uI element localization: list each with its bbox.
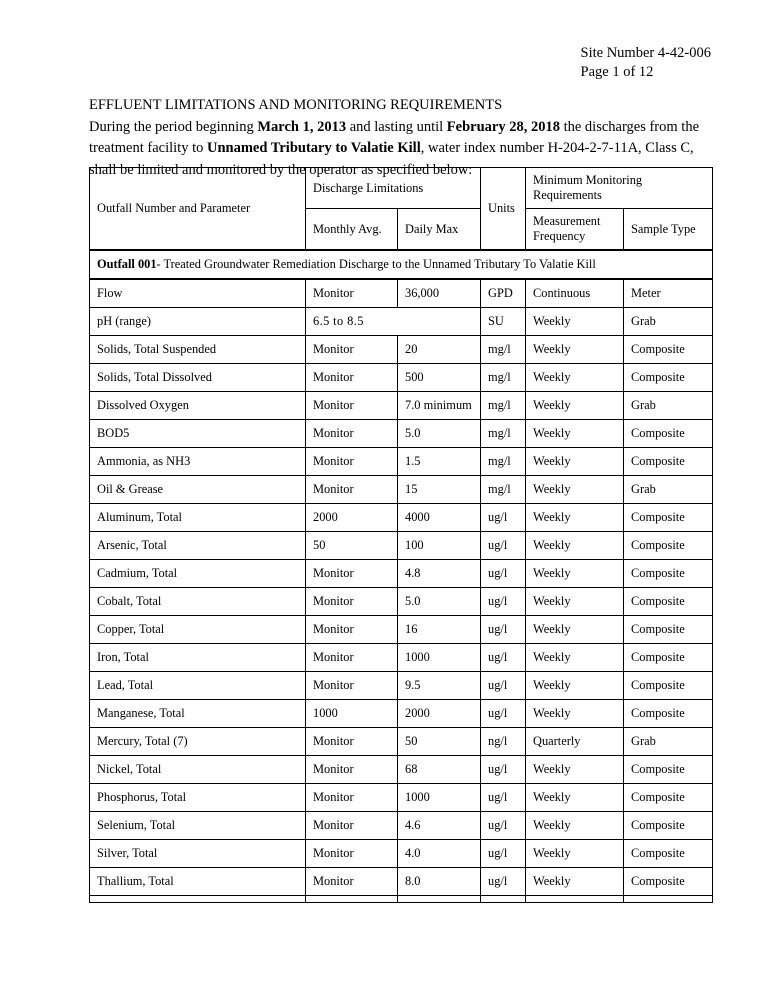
header-minimum-monitoring: Minimum Monitoring Requirements [526, 168, 713, 209]
cell-sample-type: Composite [624, 672, 713, 700]
cell-units: mg/l [481, 336, 526, 364]
cell-units: ng/l [481, 728, 526, 756]
cell-monthly-avg: Monitor [306, 672, 398, 700]
cell-sample-type: Composite [624, 336, 713, 364]
cell-monthly-avg: Monitor [306, 560, 398, 588]
intro-text-part2: and lasting until [346, 118, 447, 135]
cell-parameter: Oil & Grease [90, 476, 306, 504]
cell-units: ug/l [481, 560, 526, 588]
cell-measurement-frequency: Weekly [526, 756, 624, 784]
table-row [90, 420, 713, 448]
cell-units: mg/l [481, 364, 526, 392]
cell-daily-max: 7.0 minimum [398, 392, 481, 420]
cell-empty [526, 896, 624, 903]
cell-daily-max: 5.0 [398, 588, 481, 616]
cell-measurement-frequency: Weekly [526, 504, 624, 532]
cell-sample-type: Grab [624, 392, 713, 420]
table-row [90, 616, 713, 644]
cell-daily-max: 1.5 [398, 448, 481, 476]
cell-daily-max: 16 [398, 616, 481, 644]
outfall-label: Outfall 001 [97, 257, 157, 271]
table-row [90, 364, 713, 392]
cell-sample-type: Composite [624, 840, 713, 868]
cell-measurement-frequency: Weekly [526, 784, 624, 812]
cell-parameter: Mercury, Total (7) [90, 728, 306, 756]
cell-sample-type: Composite [624, 756, 713, 784]
cell-sample-type: Composite [624, 504, 713, 532]
cell-monthly-avg: Monitor [306, 868, 398, 896]
cell-sample-type: Composite [624, 364, 713, 392]
table-row-truncated [90, 896, 713, 903]
intro-text-part3: the discharges from the treatment facility to [89, 118, 700, 156]
table-row [90, 672, 713, 700]
cell-daily-max: 1000 [398, 644, 481, 672]
cell-monthly-avg: Monitor [306, 420, 398, 448]
table-row [90, 756, 713, 784]
cell-daily-max: 68 [398, 756, 481, 784]
receiving-water: Unnamed Tributary to Valatie Kill [206, 140, 421, 156]
header-sample-type: Sample Type [624, 209, 713, 251]
cell-parameter: Dissolved Oxygen [90, 392, 306, 420]
cell-monthly-avg: 50 [306, 532, 398, 560]
cell-units: SU [481, 308, 526, 336]
table-row [90, 448, 713, 476]
cell-units: ug/l [481, 868, 526, 896]
table-row [90, 279, 713, 308]
cell-units: ug/l [481, 644, 526, 672]
cell-daily-max: 20 [398, 336, 481, 364]
header-discharge-limitations: Discharge Limitations [306, 168, 481, 209]
page-number: Page 1 of 12 [580, 64, 654, 80]
cell-empty [624, 896, 713, 903]
intro-text-part1: During the period beginning [89, 118, 258, 135]
table-row [90, 532, 713, 560]
table-row [90, 476, 713, 504]
cell-daily-max: 9.5 [398, 672, 481, 700]
header-daily-max: Daily Max [398, 209, 481, 251]
table-row [90, 840, 713, 868]
cell-parameter: Aluminum, Total [90, 504, 306, 532]
cell-units: ug/l [481, 756, 526, 784]
cell-monthly-avg: Monitor [306, 448, 398, 476]
cell-monthly-avg: Monitor [306, 336, 398, 364]
cell-sample-type: Composite [624, 448, 713, 476]
cell-units: ug/l [481, 532, 526, 560]
cell-measurement-frequency: Quarterly [526, 728, 624, 756]
cell-units: ug/l [481, 700, 526, 728]
cell-sample-type: Composite [624, 784, 713, 812]
cell-parameter: Manganese, Total [90, 700, 306, 728]
cell-parameter: Selenium, Total [90, 812, 306, 840]
cell-parameter: Cobalt, Total [90, 588, 306, 616]
cell-empty [398, 896, 481, 903]
site-number: Site Number 4-42-006 [580, 45, 711, 61]
cell-units: ug/l [481, 616, 526, 644]
table-row [90, 812, 713, 840]
cell-daily-max: 4.0 [398, 840, 481, 868]
cell-monthly-avg: Monitor [306, 588, 398, 616]
cell-monthly-avg: Monitor [306, 616, 398, 644]
cell-measurement-frequency: Weekly [526, 336, 624, 364]
cell-parameter: Solids, Total Dissolved [90, 364, 306, 392]
cell-measurement-frequency: Weekly [526, 700, 624, 728]
table-row [90, 868, 713, 896]
cell-measurement-frequency: Weekly [526, 448, 624, 476]
cell-sample-type: Composite [624, 700, 713, 728]
cell-monthly-avg: Monitor [306, 644, 398, 672]
cell-parameter: BOD5 [90, 420, 306, 448]
cell-measurement-frequency: Weekly [526, 868, 624, 896]
cell-sample-type: Composite [624, 812, 713, 840]
header-monthly-avg: Monthly Avg. [306, 209, 398, 251]
cell-measurement-frequency: Weekly [526, 308, 624, 336]
table-row [90, 336, 713, 364]
cell-empty [306, 896, 398, 903]
cell-measurement-frequency: Weekly [526, 588, 624, 616]
cell-parameter: Phosphorus, Total [90, 784, 306, 812]
cell-daily-max: 2000 [398, 700, 481, 728]
cell-sample-type: Meter [624, 279, 713, 308]
cell-sample-type: Composite [624, 644, 713, 672]
cell-sample-type: Composite [624, 560, 713, 588]
header-parameter: Outfall Number and Parameter [90, 168, 306, 251]
cell-monthly-avg: Monitor [306, 728, 398, 756]
cell-parameter: Lead, Total [90, 672, 306, 700]
table-row [90, 700, 713, 728]
cell-measurement-frequency: Weekly [526, 672, 624, 700]
cell-parameter: pH (range) [90, 308, 306, 336]
cell-measurement-frequency: Weekly [526, 560, 624, 588]
cell-parameter: Ammonia, as NH3 [90, 448, 306, 476]
cell-units: ug/l [481, 812, 526, 840]
cell-monthly-avg: Monitor [306, 756, 398, 784]
cell-parameter: Silver, Total [90, 840, 306, 868]
cell-parameter: Thallium, Total [90, 868, 306, 896]
cell-units: mg/l [481, 476, 526, 504]
header-units: Units [481, 168, 526, 251]
page-title: EFFLUENT LIMITATIONS AND MONITORING REQUIREMENTS [89, 97, 503, 113]
cell-daily-max: 4.8 [398, 560, 481, 588]
cell-monthly-avg: 1000 [306, 700, 398, 728]
cell-measurement-frequency: Weekly [526, 532, 624, 560]
cell-sample-type: Composite [624, 420, 713, 448]
outfall-description: - Treated Groundwater Remediation Discharge to the Unnamed Tributary To Valatie Kill [156, 257, 596, 271]
cell-sample-type: Grab [624, 308, 713, 336]
cell-sample-type: Composite [624, 532, 713, 560]
cell-measurement-frequency: Weekly [526, 420, 624, 448]
cell-daily-max: 36,000 [398, 279, 481, 308]
outfall-heading-cell [90, 250, 713, 279]
cell-limit-range: 6.5 to 8.5 [306, 308, 481, 336]
cell-parameter: Iron, Total [90, 644, 306, 672]
cell-monthly-avg: Monitor [306, 279, 398, 308]
cell-empty [90, 896, 306, 903]
cell-measurement-frequency: Weekly [526, 616, 624, 644]
header-measurement-frequency: Measurement Frequency [526, 209, 624, 251]
table-header [90, 168, 713, 251]
table-row [90, 784, 713, 812]
intro-text-part4: , water index number H-204-2-7-11A, Class C, shall be limited and monitored by the operator as specified below: [89, 140, 694, 178]
cell-monthly-avg: Monitor [306, 784, 398, 812]
cell-measurement-frequency: Weekly [526, 392, 624, 420]
cell-daily-max: 4.6 [398, 812, 481, 840]
cell-units: GPD [481, 279, 526, 308]
cell-daily-max: 8.0 [398, 868, 481, 896]
cell-parameter: Nickel, Total [90, 756, 306, 784]
cell-parameter: Cadmium, Total [90, 560, 306, 588]
cell-empty [481, 896, 526, 903]
cell-units: ug/l [481, 588, 526, 616]
cell-daily-max: 4000 [398, 504, 481, 532]
cell-measurement-frequency: Weekly [526, 812, 624, 840]
table-row [90, 588, 713, 616]
table-row [90, 308, 713, 336]
cell-sample-type: Composite [624, 868, 713, 896]
cell-daily-max: 50 [398, 728, 481, 756]
cell-units: ug/l [481, 840, 526, 868]
cell-parameter: Flow [90, 279, 306, 308]
cell-daily-max: 100 [398, 532, 481, 560]
table-row [90, 728, 713, 756]
cell-sample-type: Composite [624, 588, 713, 616]
cell-monthly-avg: Monitor [306, 840, 398, 868]
end-date: February 28, 2018 [446, 118, 560, 135]
table-row [90, 392, 713, 420]
outfall-heading-row [90, 250, 713, 279]
cell-monthly-avg: Monitor [306, 392, 398, 420]
cell-monthly-avg: Monitor [306, 812, 398, 840]
table-body [90, 250, 713, 903]
document-header [581, 44, 711, 82]
cell-measurement-frequency: Weekly [526, 840, 624, 868]
cell-sample-type: Composite [624, 616, 713, 644]
table-row [90, 560, 713, 588]
header-row-top [90, 168, 713, 209]
cell-measurement-frequency: Weekly [526, 364, 624, 392]
cell-monthly-avg: Monitor [306, 364, 398, 392]
cell-units: ug/l [481, 504, 526, 532]
cell-daily-max: 1000 [398, 784, 481, 812]
cell-daily-max: 5.0 [398, 420, 481, 448]
cell-measurement-frequency: Weekly [526, 644, 624, 672]
cell-monthly-avg: 2000 [306, 504, 398, 532]
effluent-limitations-table [89, 167, 713, 903]
cell-daily-max: 500 [398, 364, 481, 392]
cell-parameter: Solids, Total Suspended [90, 336, 306, 364]
cell-units: ug/l [481, 672, 526, 700]
cell-sample-type: Grab [624, 476, 713, 504]
cell-units: mg/l [481, 392, 526, 420]
cell-measurement-frequency: Weekly [526, 476, 624, 504]
cell-daily-max: 15 [398, 476, 481, 504]
cell-units: mg/l [481, 420, 526, 448]
cell-measurement-frequency: Continuous [526, 279, 624, 308]
start-date: March 1, 2013 [257, 118, 347, 135]
table-row [90, 644, 713, 672]
cell-parameter: Arsenic, Total [90, 532, 306, 560]
cell-sample-type: Grab [624, 728, 713, 756]
cell-units: ug/l [481, 784, 526, 812]
cell-monthly-avg: Monitor [306, 476, 398, 504]
cell-units: mg/l [481, 448, 526, 476]
table-row [90, 504, 713, 532]
cell-parameter: Copper, Total [90, 616, 306, 644]
